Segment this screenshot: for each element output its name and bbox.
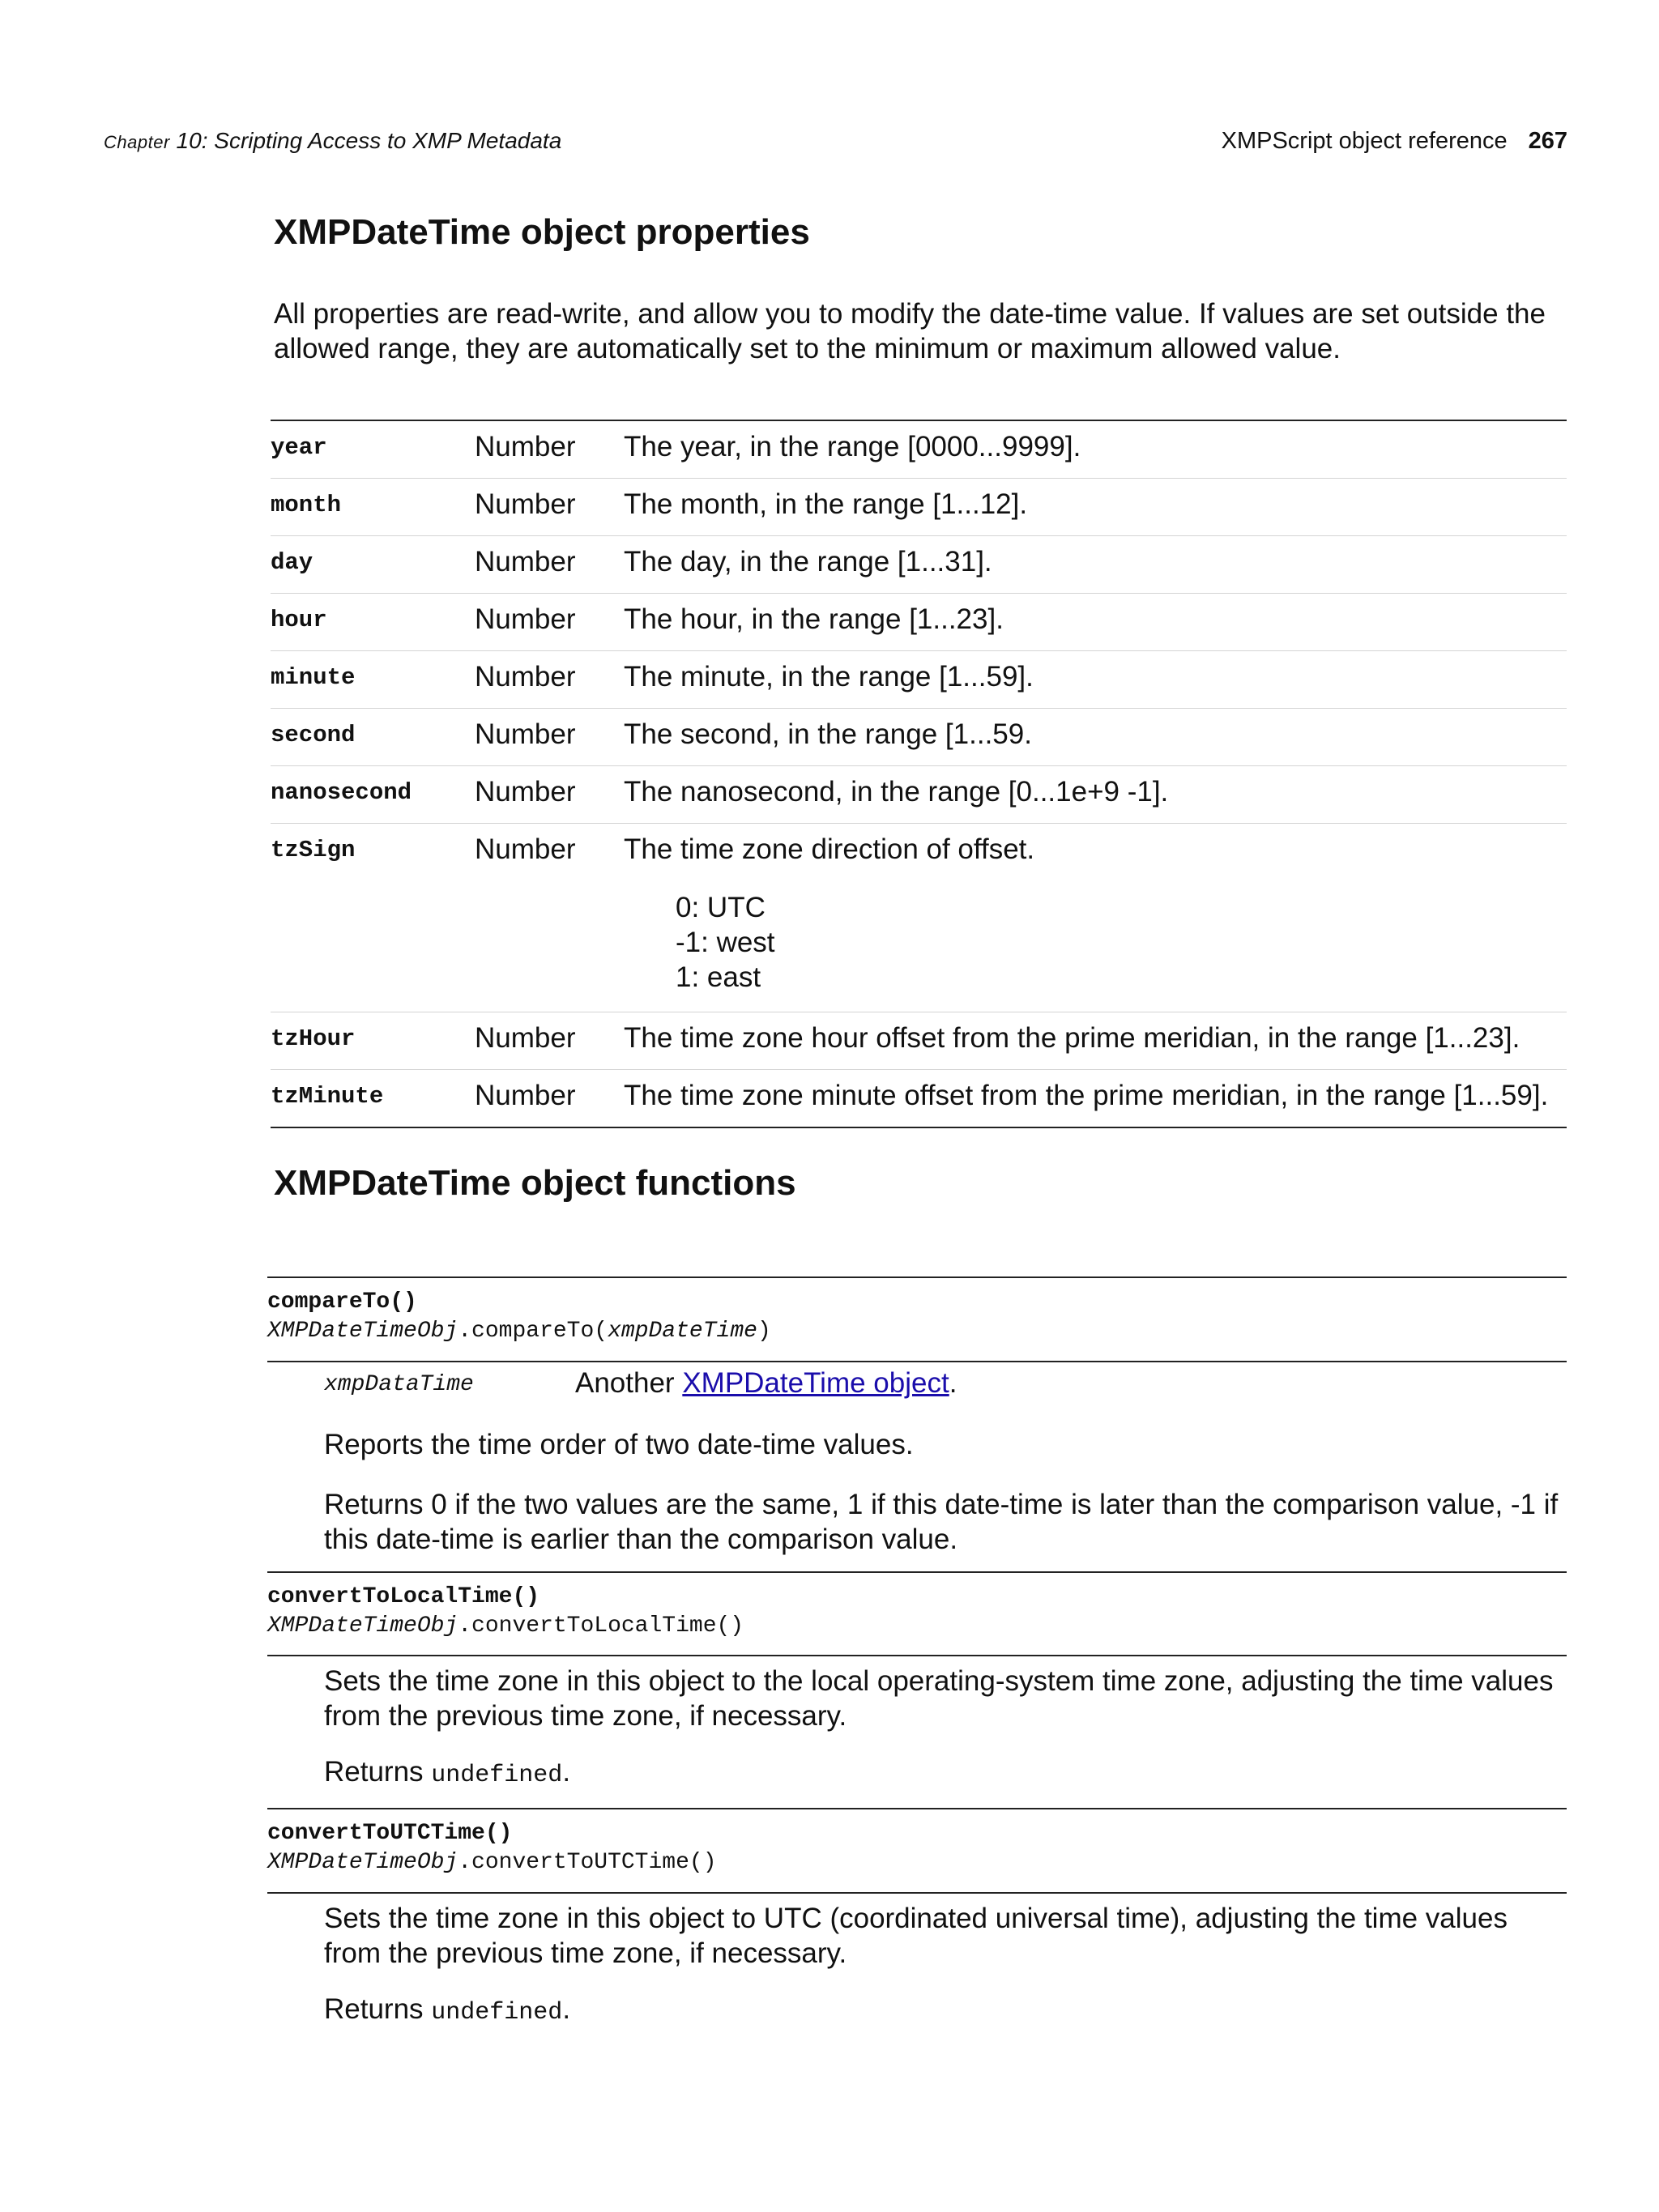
- function-header-compareto: [267, 1276, 1567, 1344]
- section-name: XMPScript object reference: [1221, 128, 1508, 154]
- property-type: Number: [475, 603, 576, 635]
- running-header: [104, 128, 1567, 160]
- signature-close: ): [757, 1319, 771, 1344]
- property-type: Number: [475, 431, 576, 462]
- signature-method: .convertToUTCTime(): [458, 1850, 717, 1875]
- page-number: 267: [1528, 128, 1567, 154]
- value-item: -1: west: [676, 927, 775, 958]
- property-name: second: [271, 722, 356, 748]
- property-type: Number: [475, 661, 576, 693]
- parameter-text-end: .: [949, 1367, 957, 1399]
- properties-heading: XMPDateTime object properties: [274, 212, 810, 252]
- returns-value: undefined: [431, 1999, 563, 2027]
- function-header-converttolocaltime: [267, 1571, 1567, 1639]
- value-item: 0: UTC: [676, 892, 766, 923]
- properties-intro: All properties are read-write, and allow you to modify the date-time value. If values are set outside the allowed range, they are automatically set to the minimum or maximum allowed value.: [274, 298, 1546, 364]
- returns-label: Returns: [324, 1756, 432, 1788]
- property-description: The time zone minute offset from the prime meridian, in the range [1...59].: [624, 1080, 1549, 1111]
- function-signature: [267, 1613, 744, 1639]
- functions-heading: XMPDateTime object functions: [274, 1163, 796, 1203]
- table-row: [271, 1012, 1567, 1069]
- function-name: compareTo(): [267, 1289, 417, 1315]
- table-row: [271, 708, 1567, 765]
- returns-label: Returns: [324, 1993, 432, 2025]
- property-description: The year, in the range [0000...9999].: [624, 431, 1081, 462]
- property-name: tzSign: [271, 837, 356, 863]
- function-returns: [324, 1754, 1563, 1793]
- divider: [267, 1892, 1567, 1894]
- table-row: [271, 765, 1567, 823]
- divider: [267, 1655, 1567, 1656]
- chapter-name: 10: Scripting Access to XMP Metadata: [169, 128, 562, 153]
- property-description: The time zone hour offset from the prime meridian, in the range [1...23].: [624, 1022, 1520, 1054]
- property-type: Number: [475, 488, 576, 520]
- function-name: convertToUTCTime(): [267, 1821, 513, 1846]
- value-item: 1: east: [676, 961, 761, 993]
- property-name: tzMinute: [271, 1083, 384, 1110]
- signature-object: XMPDateTimeObj: [267, 1850, 458, 1875]
- property-description: The hour, in the range [1...23].: [624, 603, 1004, 635]
- function-signature: [267, 1319, 771, 1344]
- property-name: year: [271, 434, 327, 461]
- signature-method: .compareTo(: [458, 1319, 608, 1344]
- property-name: day: [271, 549, 313, 576]
- function-signature: [267, 1850, 717, 1875]
- function-description: Sets the time zone in this object to the local operating-system time zone, adjusting the time values from the previous time zone, if necessary.: [324, 1665, 1554, 1732]
- property-type: Number: [475, 833, 576, 865]
- function-returns: Returns 0 if the two values are the same, 1 if this date-time is later than the comparison value, -1 if this date-time is earlier than the comparison value.: [324, 1489, 1559, 1555]
- chapter-label: Chapter: [104, 132, 170, 152]
- section-title: [1222, 128, 1567, 155]
- divider: [267, 1361, 1567, 1362]
- signature-method: .convertToLocalTime(): [458, 1613, 744, 1639]
- property-description: The day, in the range [1...31].: [624, 546, 992, 578]
- table-row: [271, 535, 1567, 593]
- parameter-text: Another: [575, 1367, 683, 1399]
- table-row: [271, 593, 1567, 650]
- signature-object: XMPDateTimeObj: [267, 1613, 458, 1639]
- returns-end: .: [562, 1756, 571, 1788]
- xmpdatetime-object-link[interactable]: XMPDateTime object: [682, 1367, 949, 1399]
- property-description: The minute, in the range [1...59].: [624, 661, 1034, 693]
- table-row: [271, 823, 1567, 1012]
- signature-argument: xmpDateTime: [608, 1319, 757, 1344]
- property-name: tzHour: [271, 1025, 356, 1052]
- property-name: nanosecond: [271, 779, 412, 806]
- property-name: minute: [271, 664, 356, 691]
- table-row: [271, 650, 1567, 708]
- property-description: The month, in the range [1...12].: [624, 488, 1028, 520]
- property-type: Number: [475, 718, 576, 750]
- property-type: Number: [475, 1080, 576, 1111]
- properties-table: [271, 420, 1567, 1128]
- parameter-name: xmpDataTime: [324, 1372, 474, 1397]
- table-row: [271, 478, 1567, 535]
- property-description: The second, in the range [1...59.: [624, 718, 1032, 750]
- value-list: [676, 890, 775, 995]
- returns-end: .: [562, 1993, 571, 2025]
- signature-object: XMPDateTimeObj: [267, 1319, 458, 1344]
- table-row: [271, 1069, 1567, 1127]
- chapter-title: [104, 128, 561, 154]
- table-row: [271, 421, 1567, 478]
- property-description: The time zone direction of offset.: [624, 833, 1035, 865]
- function-returns: [324, 1992, 1563, 2031]
- returns-value: undefined: [431, 1762, 563, 1789]
- function-description: Sets the time zone in this object to UTC (coordinated universal time), adjusting the time values from the previous time zone, if necessary.: [324, 1903, 1508, 1969]
- function-description: Reports the time order of two date-time values.: [324, 1429, 914, 1460]
- property-name: month: [271, 492, 342, 518]
- property-type: Number: [475, 1022, 576, 1054]
- property-type: Number: [475, 546, 576, 578]
- property-description: The nanosecond, in the range [0...1e+9 -1].: [624, 776, 1169, 808]
- function-header-converttoutctime: [267, 1808, 1567, 1875]
- function-name: convertToLocalTime(): [267, 1584, 540, 1609]
- property-name: hour: [271, 607, 327, 633]
- parameter-description: [575, 1367, 957, 1400]
- property-type: Number: [475, 776, 576, 808]
